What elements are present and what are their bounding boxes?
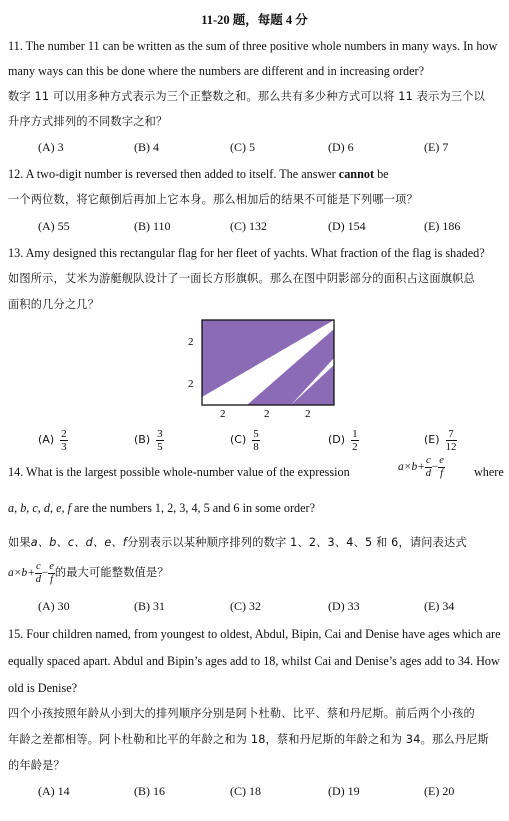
q11-option-c[interactable]: (C) 5 — [230, 140, 255, 154]
flag-side-label: 2 — [188, 378, 194, 390]
flag-bottom-label: 2 — [220, 408, 226, 420]
q11-english-line-2: many ways can this be done where the numbers are different and in increasing order? — [8, 64, 425, 78]
q15-option-d[interactable]: (D) 19 — [328, 784, 360, 798]
q13-option-d[interactable]: (D) $\frac{1}{2}$ — [328, 428, 358, 453]
q13-english-line: 13. Amy designed this rectangular flag for her fleet of yachts. What fraction of the flag is shaded? — [8, 246, 485, 260]
q15-option-a[interactable]: (A) 14 — [38, 784, 70, 798]
q13-option-b[interactable]: (B) $\frac{3}{5}$ — [134, 428, 163, 453]
q13-options — [38, 426, 488, 454]
q13-option-e[interactable]: (E) $\frac{7}{12}$ — [424, 428, 457, 453]
q14-english-line-2: a, b, c, d, e, f are the numbers 1, 2, 3, 4, 5 and 6 in some order? — [8, 501, 315, 515]
q12-options — [38, 219, 488, 237]
q12-option-c[interactable]: (C) 132 — [230, 219, 267, 233]
q12-chinese-line: 一个两位数，将它颠倒后再加上它本身。那么相加后的结果不可能是下列哪一项？ — [8, 193, 418, 206]
q15-chinese-line-2: 年龄之差都相等。阿卜杜勒和比平的年龄之和为 18，蔡和丹尼斯的年龄之和为 34。那么丹尼斯 — [8, 733, 489, 746]
q11-option-e[interactable]: (E) 7 — [424, 140, 449, 154]
q15-chinese-line-1: 四个小孩按照年龄从小到大的排列顺序分别是阿卜杜勒、比平、蔡和丹尼斯。前后两个小孩的 — [8, 707, 475, 720]
q11-option-d[interactable]: (D) 6 — [328, 140, 354, 154]
q14-options — [38, 599, 488, 617]
q11-option-a[interactable]: (A) 3 — [38, 140, 64, 154]
q14-option-a[interactable]: (A) 30 — [38, 599, 70, 613]
q14-english-where: where — [474, 465, 504, 479]
q13-option-c[interactable]: (C) $\frac{5}{8}$ — [230, 428, 259, 453]
q13-chinese-line-1: 如图所示，艾米为游艇舰队设计了一面长方形旗帜。那么在图中阴影部分的面积占这面旗帜总 — [8, 272, 475, 285]
q14-chinese-line-1: 如果a、b、c、d、e、f分别表示以某种顺序排列的数字 1、2、3、4、5 和 6，请问表达式 — [8, 536, 467, 549]
q14-option-b[interactable]: (B) 31 — [134, 599, 165, 613]
q11-option-b[interactable]: (B) 4 — [134, 140, 159, 154]
page-title: 11-20 题，每题 4 分 — [201, 13, 308, 27]
q12-option-b[interactable]: (B) 110 — [134, 219, 171, 233]
q14-option-c[interactable]: (C) 32 — [230, 599, 261, 613]
flag-figure — [180, 315, 340, 421]
q11-english-line-1: 11. The number 11 can be written as the sum of three positive whole numbers in many ways. In how — [8, 39, 498, 53]
flag-side-label: 2 — [188, 336, 194, 348]
q15-options — [38, 784, 488, 802]
q12-option-a[interactable]: (A) 55 — [38, 219, 70, 233]
q11-options — [38, 140, 488, 158]
q13-chinese-line-2: 面积的几分之几？ — [8, 298, 100, 311]
q14-option-e[interactable]: (E) 34 — [424, 599, 455, 613]
q14-option-d[interactable]: (D) 33 — [328, 599, 360, 613]
q11-chinese-line-2: 升序方式排列的不同数字之和？ — [8, 115, 168, 128]
q15-english-line-3: old is Denise? — [8, 681, 78, 695]
q12-english-line: 12. A two-digit number is reversed then added to itself. The answer cannot be — [8, 167, 389, 181]
q15-english-line-2: equally spaced apart. Abdul and Bipin’s ages add to 18, whilst Cai and Denise’s ages add to 34. How — [8, 654, 500, 668]
q12-option-d[interactable]: (D) 154 — [328, 219, 366, 233]
q13-option-a[interactable]: (A) $\frac{2}{3}$ — [38, 428, 67, 453]
q12-emphasis: cannot — [338, 167, 375, 181]
q12-option-e[interactable]: (E) 186 — [424, 219, 461, 233]
q15-option-e[interactable]: (E) 20 — [424, 784, 455, 798]
flag-bottom-label: 2 — [264, 408, 270, 420]
q15-option-b[interactable]: (B) 16 — [134, 784, 165, 798]
q11-chinese-line-1: 数字 11 可以用多种方式表示为三个正整数之和。那么共有多少种方式可以将 11 表示为三个以 — [8, 90, 486, 103]
q15-option-c[interactable]: (C) 18 — [230, 784, 261, 798]
flag-bottom-label: 2 — [305, 408, 311, 420]
q14-english-line-1: 14. What is the largest possible whole-number value of the expression — [8, 465, 350, 479]
q15-english-line-1: 15. Four children named, from youngest to oldest, Abdul, Bipin, Cai and Denise have ages which are — [8, 627, 501, 641]
q14-chinese-line-2: a×b+ $\frac{c}{d}$ − $\frac{e}{f}$ 的最大可能整数值是？ — [8, 561, 169, 585]
q14-expression: a×b+ $\frac{c}{d}$ − $\frac{e}{f}$ — [398, 455, 444, 479]
q15-chinese-line-3: 的年龄是？ — [8, 759, 65, 772]
